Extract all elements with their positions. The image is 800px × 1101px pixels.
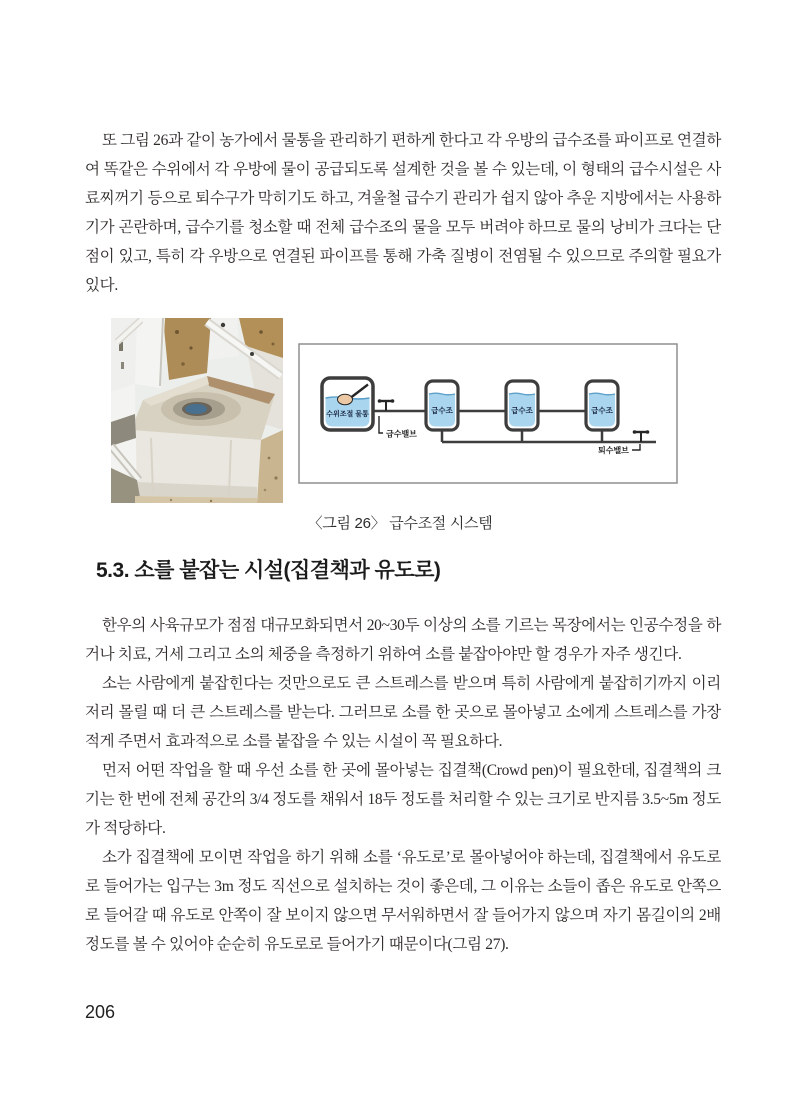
float-ball <box>338 394 353 404</box>
label-supply-tank: 급수조 <box>511 406 533 415</box>
water-supply-diagram <box>298 343 678 484</box>
supply-tank-1 <box>426 381 458 430</box>
label-supply-valve: 급수밸브 <box>386 429 417 439</box>
label-supply-tank: 급수조 <box>591 406 613 415</box>
section-heading: 5.3. 소를 붙잡는 시설(집결책과 유도로) <box>96 559 441 582</box>
figure-26 <box>0 318 800 504</box>
supply-tank-2 <box>506 381 538 430</box>
intro-text-block <box>85 126 721 300</box>
paragraph: 한우의 사육규모가 점점 대규모화되면서 20~30두 이상의 소를 기르는 목장에서는 인공수정을 하거나 치료, 거세 그리고 소의 체중을 측정하기 위하여 소를 붙잡아야만 할 경우가 자주 생긴다. <box>85 617 721 663</box>
paragraph: 또 그림 26과 같이 농가에서 물통을 관리하기 편하게 한다고 각 우방의 급수조를 파이프로 연결하여 똑같은 수위에서 각 우방에 물이 공급되도록 설계한 것을 볼 수 있는데, 이 형태의 급수시설은 사료찌꺼기 등으로 퇴수구가 막히기도 하고, 겨울철 급수기 관리가 쉽지 않아 추운 지방에서는 사용하기가 곤란하며, 급수기를 청소할 때 전체 급수조의 물을 모두 버려야 하므로 물의 낭비가 크다는 단점이 있고, 특히 각 우방으로 연결된 파이프를 통해 가축 질병이 전염될 수 있으므로 주의할 필요가 있다. <box>85 132 721 294</box>
paragraph: 소가 집결책에 모이면 작업을 하기 위해 소를 ‘유도로’로 몰아넣어야 하는데, 집결책에서 유도로로 들어가는 입구는 3m 정도 직선으로 설치하는 것이 좋은데, 그 이유는 소들이 좁은 유도로 안쪽으로 들어갈 때 유도로 안쪽이 잘 보이지 않으면 무서워하면서 잘 들어가지 않으며 자기 몸길이의 2배 정도를 볼 수 있어야 순순히 유도로로 들어가기 때문이다(그림 27). <box>85 849 721 953</box>
figure-caption: 〈그림 26〉 급수조절 시스템 <box>307 515 493 532</box>
water-trough-photo <box>111 318 283 503</box>
label-control-tank: 수위조절 물통 <box>326 411 369 418</box>
label-drain-valve: 퇴수밸브 <box>598 446 629 455</box>
label-supply-tank: 급수조 <box>431 406 453 415</box>
supply-tank-3 <box>586 381 618 430</box>
page-number: 206 <box>85 1002 116 1022</box>
paragraph: 소는 사람에게 붙잡힌다는 것만으로도 큰 스트레스를 받으며 특히 사람에게 붙잡히기까지 이리저리 몰릴 때 더 큰 스트레스를 받는다. 그러므로 소를 한 곳으로 몰아넣고 소에게 스트레스를 가장 적게 주면서 효과적으로 소를 붙잡을 수 있는 시설이 꼭 필요하다. <box>85 675 721 750</box>
control-tank <box>322 378 373 430</box>
paragraph: 먼저 어떤 작업을 할 때 우선 소를 한 곳에 몰아넣는 집결책(Crowd pen)이 필요한데, 집결책의 크기는 한 번에 전체 공간의 3/4 정도를 채워서 18두 정도를 처리할 수 있는 크기로 반지름 3.5~5m 정도가 적당하다. <box>85 762 721 837</box>
section-text-block <box>85 611 721 959</box>
